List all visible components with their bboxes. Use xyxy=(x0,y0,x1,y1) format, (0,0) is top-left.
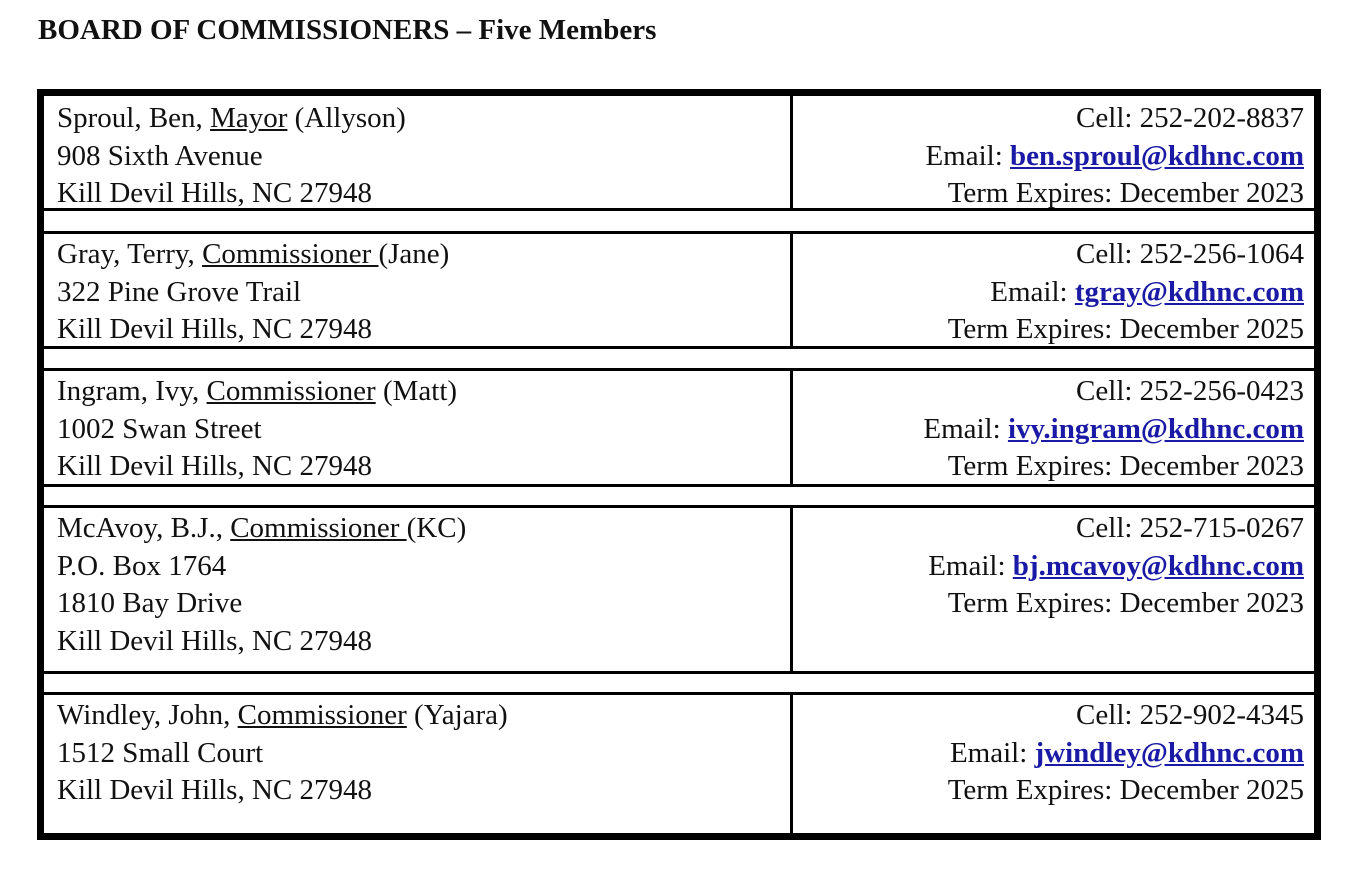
member-name: Windley, John, xyxy=(57,699,238,731)
address-line: Kill Devil Hills, NC 27948 xyxy=(57,624,372,657)
member-role: Mayor xyxy=(210,102,288,134)
address-line: 1002 Swan Street xyxy=(57,412,262,445)
member-contact-cell xyxy=(793,232,1314,348)
member-email-line xyxy=(793,548,1304,586)
member-spouse: (Yajara) xyxy=(406,699,508,731)
member-row xyxy=(44,369,1314,486)
address-line: Kill Devil Hills, NC 27948 xyxy=(57,450,372,482)
member-cell: Cell: 252-256-1064 xyxy=(1076,238,1304,270)
commissioners-table xyxy=(37,89,1321,840)
member-term: Term Expires: December 2025 xyxy=(947,774,1304,806)
member-contact-cell xyxy=(793,693,1314,833)
email-link[interactable]: bj.mcavoy@kdhnc.com xyxy=(1012,549,1304,582)
row-spacer xyxy=(44,671,1314,695)
address-line: 322 Pine Grove Trail xyxy=(57,275,302,308)
member-name-line xyxy=(57,100,790,138)
row-spacer xyxy=(44,208,1314,234)
member-info-cell xyxy=(44,369,793,486)
member-name: Ingram, Ivy, xyxy=(57,375,207,407)
member-cell: Cell: 252-715-0267 xyxy=(1076,512,1304,544)
member-spouse: (Matt) xyxy=(375,375,458,407)
member-row xyxy=(44,693,1314,833)
member-info-cell xyxy=(44,506,793,673)
member-term: Term Expires: December 2023 xyxy=(947,177,1304,209)
member-info-cell xyxy=(44,232,793,348)
member-cell: Cell: 252-202-8837 xyxy=(1076,102,1304,134)
member-name-line xyxy=(57,510,790,548)
address-line: Kill Devil Hills, NC 27948 xyxy=(57,313,372,345)
page-title: BOARD OF COMMISSIONERS – Five Members xyxy=(38,14,657,46)
email-label: Email: xyxy=(925,139,1011,172)
email-label: Email: xyxy=(949,736,1035,769)
member-info-cell xyxy=(44,96,793,210)
member-name: Gray, Terry, xyxy=(57,238,203,270)
email-link[interactable]: ivy.ingram@kdhnc.com xyxy=(1007,412,1304,445)
member-row xyxy=(44,232,1314,348)
member-contact-cell xyxy=(793,96,1314,210)
member-role: Commissioner xyxy=(202,238,379,270)
member-cell: Cell: 252-902-4345 xyxy=(1076,699,1304,731)
email-label: Email: xyxy=(928,549,1013,582)
member-email-line xyxy=(793,274,1304,312)
member-name: McAvoy, B.J., xyxy=(57,512,231,544)
member-term: Term Expires: December 2023 xyxy=(947,587,1304,619)
row-spacer xyxy=(44,346,1314,371)
member-name: Sproul, Ben, xyxy=(57,102,211,134)
member-name-line xyxy=(57,373,790,411)
member-info-cell xyxy=(44,693,793,833)
member-cell: Cell: 252-256-0423 xyxy=(1076,375,1304,407)
email-label: Email: xyxy=(923,412,1008,445)
row-spacer xyxy=(44,484,1314,508)
member-role: Commissioner xyxy=(206,375,376,407)
member-role: Commissioner xyxy=(230,512,407,544)
member-spouse: (Jane) xyxy=(378,238,450,270)
member-spouse: (Allyson) xyxy=(287,102,406,134)
email-link[interactable]: tgray@kdhnc.com xyxy=(1074,275,1304,308)
address-line: Kill Devil Hills, NC 27948 xyxy=(57,177,372,209)
address-line: 908 Sixth Avenue xyxy=(57,139,263,172)
member-term: Term Expires: December 2023 xyxy=(947,450,1304,482)
member-email-line xyxy=(793,735,1304,773)
member-name-line xyxy=(57,236,790,274)
member-spouse: (KC) xyxy=(406,512,467,544)
member-row xyxy=(44,506,1314,673)
address-line: 1512 Small Court xyxy=(57,736,264,769)
email-link[interactable]: ben.sproul@kdhnc.com xyxy=(1010,139,1304,172)
address-line: 1810 Bay Drive xyxy=(57,587,243,619)
member-role: Commissioner xyxy=(237,699,407,731)
member-contact-cell xyxy=(793,369,1314,486)
member-email-line xyxy=(793,411,1304,449)
member-term: Term Expires: December 2025 xyxy=(947,313,1304,345)
member-email-line xyxy=(793,138,1304,176)
member-row xyxy=(44,96,1314,210)
member-contact-cell xyxy=(793,506,1314,673)
email-link[interactable]: jwindley@kdhnc.com xyxy=(1034,736,1304,769)
email-label: Email: xyxy=(990,275,1075,308)
member-name-line xyxy=(57,697,790,735)
address-line: P.O. Box 1764 xyxy=(57,549,227,582)
address-line: Kill Devil Hills, NC 27948 xyxy=(57,774,372,806)
